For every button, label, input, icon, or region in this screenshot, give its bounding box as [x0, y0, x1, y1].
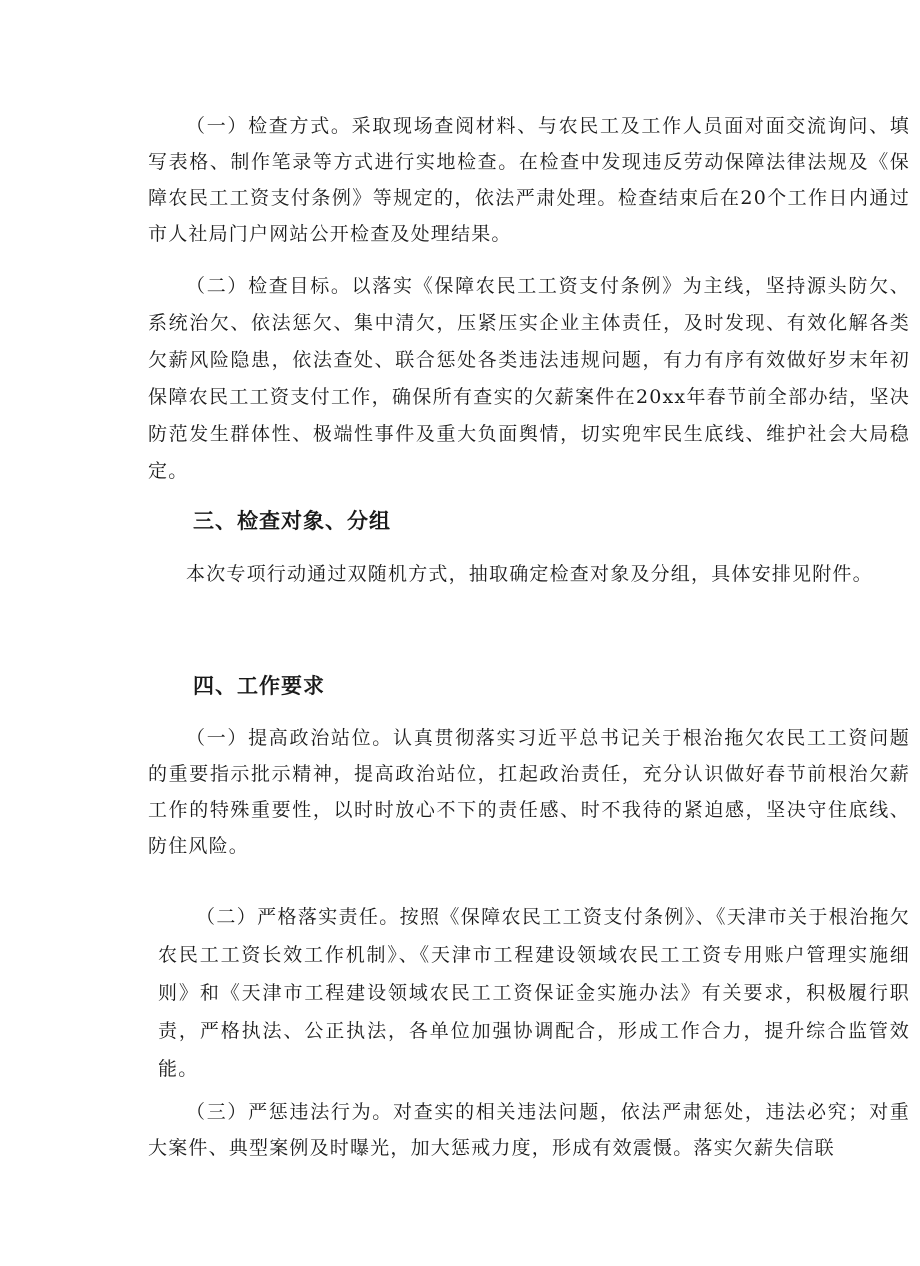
paragraph-punishment: （三）严惩违法行为。对查实的相关违法问题，依法严肃惩处，违法必究；对重大案件、典型案例及时曝光，加大惩戒力度，形成有效震慑。落实欠薪失信联 — [148, 1101, 910, 1159]
paragraph-responsibility: （二）严格落实责任。按照《保障农民工工资支付条例》、《天津市关于根治拖欠农民工工资长效工作机制》、《天津市工程建设领域农民工工资专用账户管理实施细则》和《天津市工程建设领域农民工工资保证金实施办法》有关要求，积极履行职责，严格执法、公正执法，各单位加强协调配合，形成工作合力，提升综合监管效能。 — [158, 906, 910, 1080]
section-heading-targets: 三、检查对象、分组 — [193, 509, 391, 533]
paragraph-inspection-goal: （二）检查目标。以落实《保障农民工工资支付条例》为主线，坚持源头防欠、系统治欠、依法惩欠、集中清欠，压紧压实企业主体责任，及时发现、有效化解各类欠薪风险隐患，依法查处、联合惩处各类违法违规问题，有力有序有效做好岁末年初保障农民工工资支付工作，确保所有查实的欠薪案件在20xx年春节前全部办结，坚决防范发生群体性、极端性事件及重大负面舆情，切实兜牢民生底线、维护社会大局稳定。 — [148, 275, 910, 482]
paragraph-targets: 本次专项行动通过双随机方式，抽取确定检查对象及分组，具体安排见附件。 — [186, 563, 873, 585]
paragraph-inspection-method: （一）检查方式。采取现场查阅材料、与农民工及工作人员面对面交流询问、填写表格、制作笔录等方式进行实地检查。在检查中发现违反劳动保障法律法规及《保障农民工工资支付条例》等规定的，依法严肃处理。检查结束后在20个工作日内通过市人社局门户网站公开检查及处理结果。 — [148, 115, 910, 245]
paragraph-political-stance: （一）提高政治站位。认真贯彻落实习近平总书记关于根治拖欠农民工工资问题的重要指示批示精神，提高政治站位，扛起政治责任，充分认识做好春节前根治欠薪工作的特殊重要性，以时时放心不下的责任感、时不我待的紧迫感，坚决守住底线、防住风险。 — [148, 727, 910, 857]
section-heading-requirements: 四、工作要求 — [193, 674, 325, 698]
